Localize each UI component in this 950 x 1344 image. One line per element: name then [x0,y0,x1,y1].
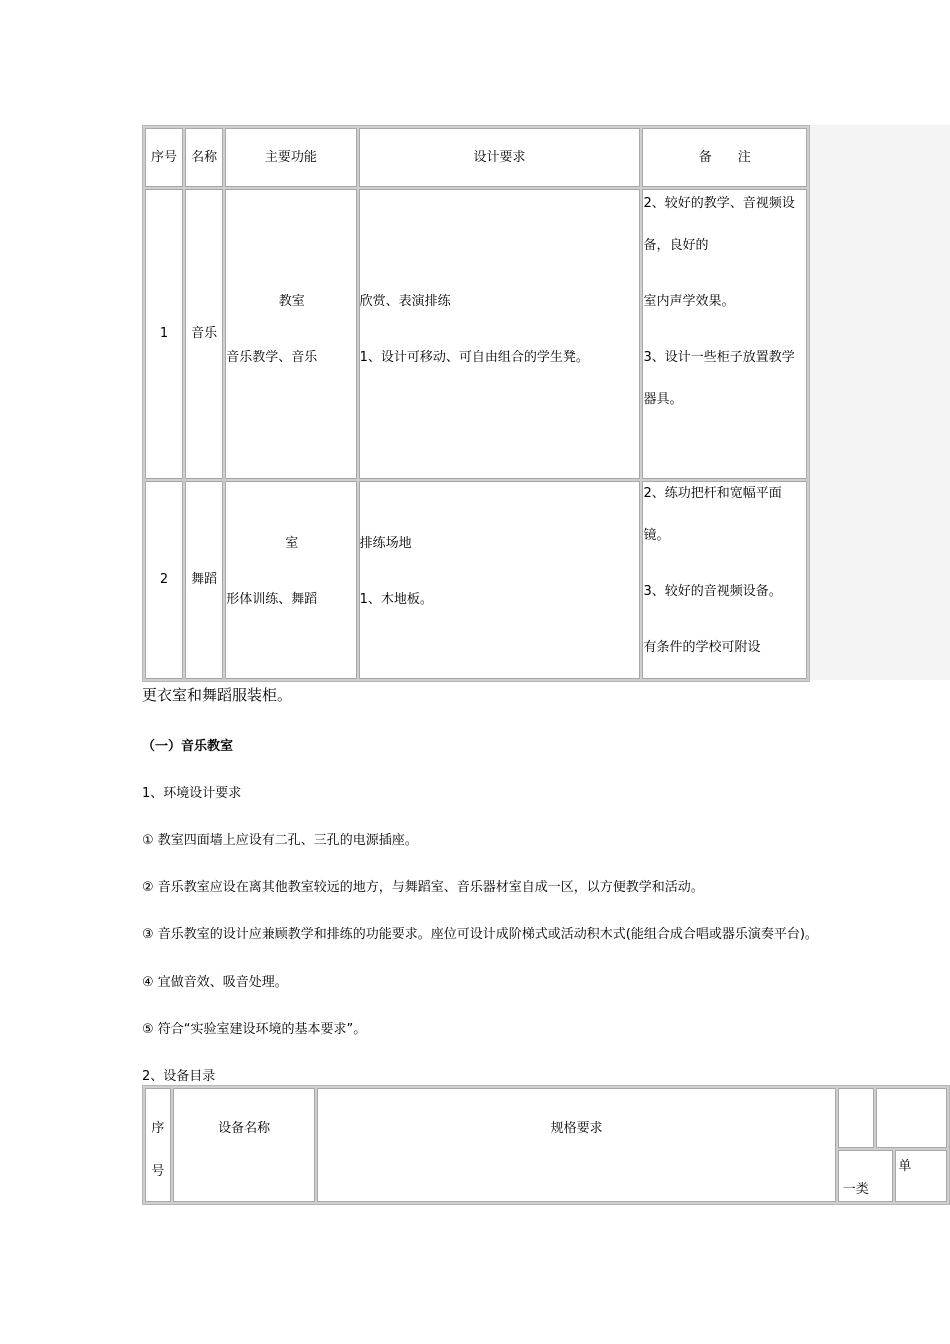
note-line: 器具。 [643,392,683,407]
row-notes [642,481,807,679]
note-line: 2、较好的教学、音视频设 [643,196,795,211]
table-row [145,189,807,479]
row-function [225,189,356,479]
row-requirement [359,189,641,479]
section-title: （一）音乐教室 [142,739,234,754]
row-requirement [359,481,641,679]
row-function [225,481,356,679]
requirement-item: ⑤ 符合“实验室建设环境的基本要求”。 [142,1022,367,1037]
row-no: 2 [145,481,183,679]
note-line: 镜。 [643,528,670,543]
equipment-header-row [145,1088,947,1148]
note-line: 室内声学效果。 [643,294,735,309]
header-serial [145,1088,171,1202]
requirement-item: ④ 宜做音效、吸音处理。 [142,975,288,990]
function-line-1: 教室 [278,294,305,309]
header-unit: 单 [895,1150,947,1202]
row-notes [642,189,807,479]
note-line: 备，良好的 [643,238,709,253]
header-serial-b: 号 [151,1164,165,1179]
requirement-line-1: 欣赏、表演排练 [359,294,451,309]
requirement-line-2: 1、设计可移动、可自由组合的学生凳。 [359,350,589,365]
table-header-row [145,128,807,187]
note-line: 有条件的学校可附设 [643,640,761,655]
header-empty [876,1088,948,1148]
requirement-line-2: 1、木地板。 [359,592,433,607]
requirement-item: ② 音乐教室应设在离其他教室较远的地方，与舞蹈室、音乐器材室自成一区，以方便教学和活动。 [142,880,704,895]
note-line: 3、设计一些柜子放置教学 [643,350,795,365]
requirement-item: ① 教室四面墙上应设有二孔、三孔的电源插座。 [142,833,418,848]
requirement-item: ③ 音乐教室的设计应兼顾教学和排练的功能要求。座位可设计成阶梯式或活动积木式(能组合成合唱或器乐演奏平台)。 [142,927,818,942]
row-name: 音乐 [185,189,223,479]
header-requirement: 设计要求 [359,128,641,187]
header-name: 名称 [185,128,223,187]
subheading-environment: 1、环境设计要求 [142,786,242,801]
note-line: 3、较好的音视频设备。 [643,584,782,599]
header-equipment-name: 设备名称 [173,1088,316,1202]
function-line-2: 音乐教学、音乐 [226,350,318,365]
function-line-2: 形体训练、舞蹈 [226,592,318,607]
header-no: 序号 [145,128,183,187]
equipment-table [142,1085,950,1205]
table-row [145,481,807,679]
header-spec: 规格要求 [317,1088,835,1202]
note-line: 2、练功把杆和宽幅平面 [643,486,782,501]
continuation-text: 更衣室和舞蹈服装柜。 [142,686,293,704]
header-function: 主要功能 [225,128,356,187]
row-no: 1 [145,189,183,479]
header-notes: 备 注 [642,128,807,187]
requirement-line-1: 排练场地 [359,536,412,551]
header-serial-a: 序 [151,1121,165,1136]
room-function-table [142,125,810,682]
function-line-1: 室 [285,536,299,551]
header-empty [838,1088,874,1148]
row-name: 舞蹈 [185,481,223,679]
header-category: 一类 [838,1150,894,1202]
subheading-equipment: 2、设备目录 [142,1069,216,1084]
